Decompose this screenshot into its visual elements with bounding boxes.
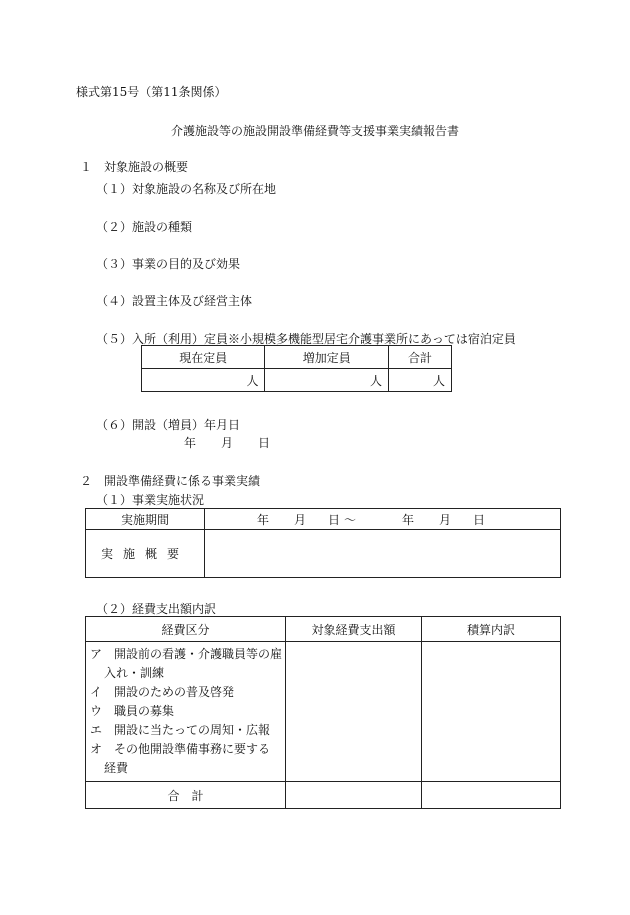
eligible-expense-cell[interactable] [286,642,422,782]
summary-label: 実施概要 [86,530,205,578]
form-number: 様式第15号（第11条関係） [76,85,227,99]
capacity-value-row [142,369,452,392]
period-end-year: 年 [402,512,415,527]
header-total-capacity: 合計 [388,346,451,369]
expense-items-row [86,642,561,782]
section1-heading: １ 対象施設の概要 [80,160,189,174]
expense-item-e: エ 開設に当たっての周知・広報 [90,723,271,737]
header-eligible-expense: 対象経費支出額 [286,617,422,642]
item-founder-operator: （４）設置主体及び経営主体 [96,294,253,308]
period-end-day: 日 [473,512,486,527]
section2-heading: ２ 開設準備経費に係る事業実績 [80,474,261,488]
calculation-details-cell[interactable] [422,642,561,782]
expense-total-row [86,782,561,809]
expense-category-list [86,642,286,782]
cell-current-capacity[interactable]: 人 [142,369,265,392]
document-title: 介護施設等の施設開設準備経費等支援事業実績報告書 [170,124,459,138]
header-increase-capacity: 増加定員 [265,346,388,369]
expense-header-row [86,617,561,642]
subsection-expense-breakdown: （２）経費支出額内訳 [96,602,217,616]
period-cell[interactable] [205,509,561,530]
expense-item-o-cont: 経費 [104,761,129,775]
item-facility-name-location: （１）対象施設の名称及び所在地 [96,182,277,196]
expense-item-a-cont: 入れ・訓練 [104,666,165,680]
summary-cell[interactable] [205,530,561,578]
header-current-capacity: 現在定員 [142,346,265,369]
implementation-table [85,508,561,578]
expense-table [85,616,561,809]
summary-row [86,530,561,578]
total-eligible-expense-cell[interactable] [286,782,422,809]
item-purpose-effect: （３）事業の目的及び効果 [96,257,241,271]
header-calculation-details: 積算内訳 [422,617,561,642]
date-month-label: 月 [221,436,234,450]
period-start-month: 月 [294,512,307,527]
item-facility-type: （２）施設の種類 [96,220,193,234]
header-expense-category: 経費区分 [86,617,286,642]
expense-item-u: ウ 職員の募集 [90,704,175,718]
expense-item-a: ア 開設前の看護・介護職員等の雇 [90,647,283,661]
total-calculation-cell[interactable] [422,782,561,809]
subsection-implementation-status: （１）事業実施状況 [96,493,205,507]
expense-item-i: イ 開設のための普及啓発 [90,685,235,699]
period-tilde: ～ [344,512,357,527]
expense-item-o: オ その他開設準備事務に要する [90,742,271,756]
cell-increase-capacity[interactable]: 人 [265,369,388,392]
opening-date-line[interactable] [184,434,270,451]
period-start-year: 年 [257,512,270,527]
period-end-month: 月 [439,512,452,527]
item-capacity: （５）入所（利用）定員※小規模多機能型居宅介護事業所にあっては宿泊定員 [96,332,516,346]
period-start-day: 日 [328,512,341,527]
date-day-label: 日 [258,436,271,450]
period-label: 実施期間 [86,509,205,530]
item-opening-date: （６）開設（増員）年月日 [96,418,241,432]
date-year-label: 年 [184,436,197,450]
capacity-header-row [142,346,452,369]
period-row [86,509,561,530]
cell-total-capacity[interactable]: 人 [388,369,451,392]
total-label: 合 計 [86,782,286,809]
capacity-table [141,345,452,392]
